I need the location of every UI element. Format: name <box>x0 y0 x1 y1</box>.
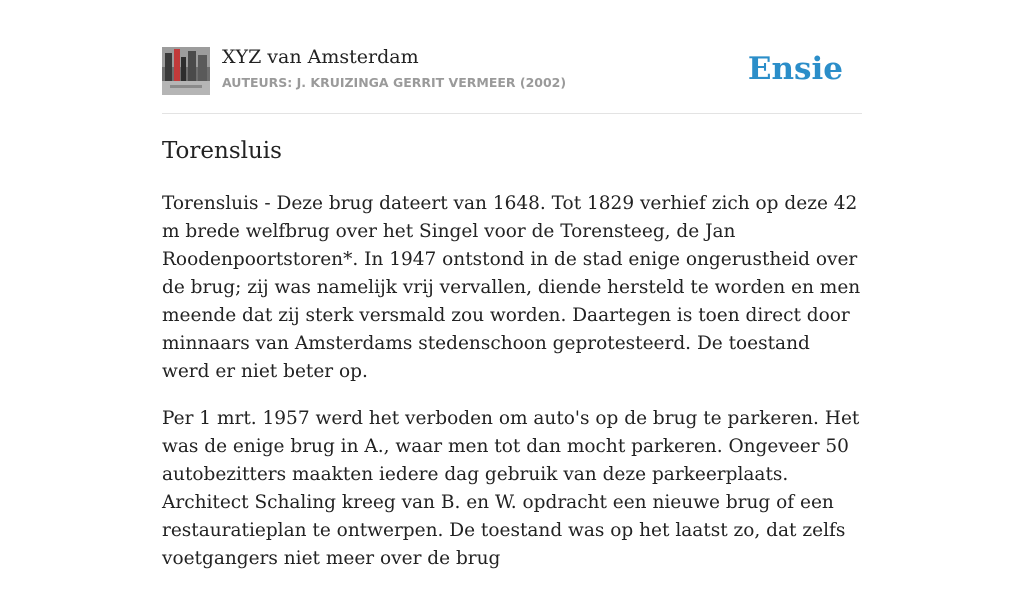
entry-headword: Torensluis <box>162 138 282 164</box>
source-authors: AUTEURS: J. KRUIZINGA GERRIT VERMEER (2002) <box>222 75 567 90</box>
source-title[interactable]: XYZ van Amsterdam <box>222 46 419 68</box>
ensie-logo[interactable]: Ensie <box>747 51 843 87</box>
book-cover-thumbnail-icon <box>162 47 210 95</box>
entry-body <box>162 190 862 592</box>
entry-paragraph: Per 1 mrt. 1957 werd het verboden om auto's op de brug te parkeren. Het was de enige brug in A., waar men tot dan mocht parkeren. Ongeveer 50 autobezitters maakten iedere dag gebruik van deze parkeerplaats. Architect Schaling kreeg van B. en W. opdracht een nieuwe brug of een restauratieplan te ontwerpen. De toestand was op het laatst zo, dat zelfs voetgangers niet meer over de brug <box>162 408 860 569</box>
header-divider <box>162 113 862 114</box>
entry-paragraph: Torensluis - Deze brug dateert van 1648. Tot 1829 verhief zich op deze 42 m brede welfbrug over het Singel voor de Torensteeg, de Jan Roodenpoortstoren*. In 1947 ontstond in de stad enige ongerustheid over de brug; zij was namelijk vrij vervallen, diende hersteld te worden en men meende dat zij sterk versmald zou worden. Daartegen is toen direct door minnaars van Amsterdams stedenschoon geprotesteerd. De toestand werd er niet beter op. <box>162 193 861 382</box>
source-avatar-icon[interactable] <box>162 47 210 95</box>
source-header <box>162 46 862 96</box>
